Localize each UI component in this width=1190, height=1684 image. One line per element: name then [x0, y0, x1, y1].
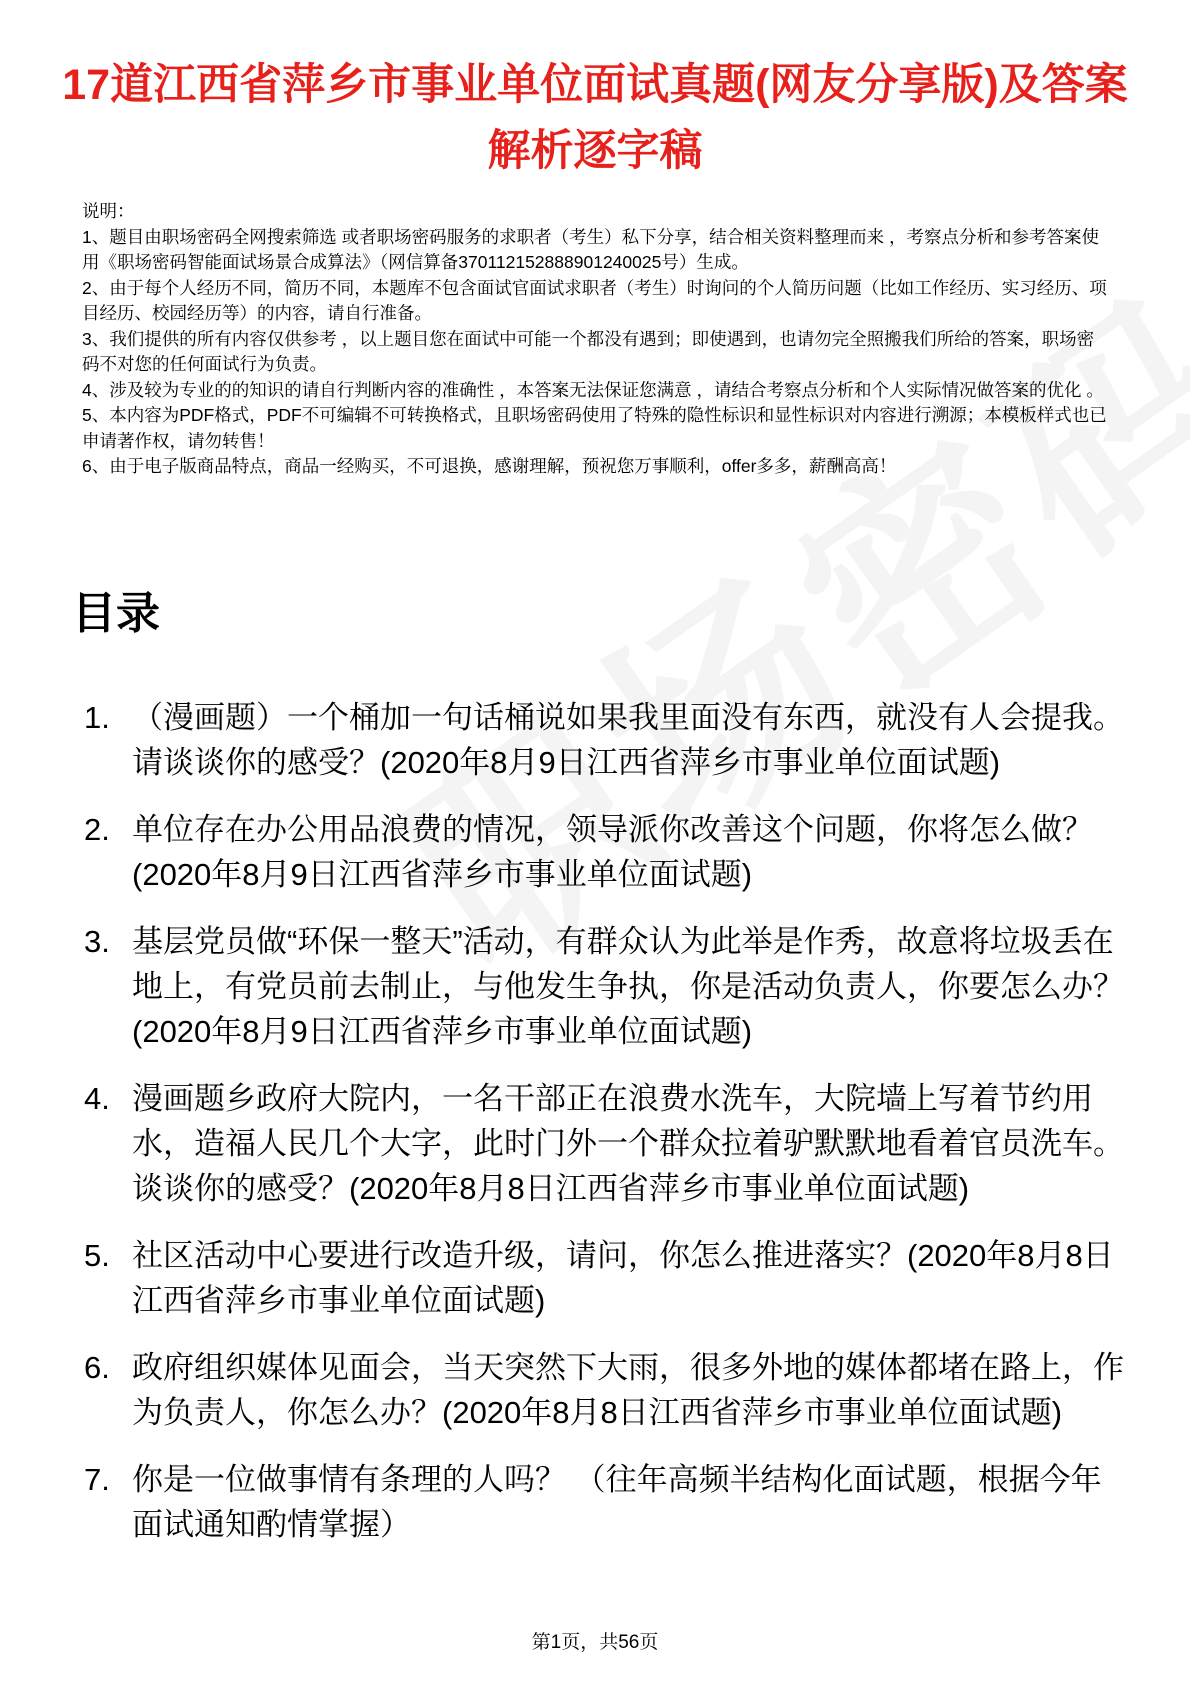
toc-item-text: 单位存在办公用品浪费的情况，领导派你改善这个问题，你将怎么做？(2020年8月9日江西省萍乡市事业单位面试题): [132, 812, 1093, 892]
notes-heading: 说明：: [82, 201, 135, 221]
toc-item[interactable]: [84, 919, 1124, 1054]
toc-item-text: 社区活动中心要进行改造升级，请问，你怎么推进落实？(2020年8月8日江西省萍乡市事业单位面试题): [132, 1238, 1114, 1318]
toc-item-text: 基层党员做“环保一整天”活动，有群众认为此举是作秀，故意将垃圾丢在地上，有党员前去制止，与他发生争执，你是活动负责人，你要怎么办？(2020年8月9日江西省萍乡市事业单位面试题): [132, 924, 1124, 1049]
toc-item-number: 5.: [84, 1238, 110, 1273]
toc-item-number: 3.: [84, 924, 110, 959]
note-item: 5、本内容为PDF格式，PDF不可编辑不可转换格式，且职场密码使用了特殊的隐性标识和显性标识对内容进行溯源；本模板样式也已申请著作权，请勿转售！: [82, 405, 1107, 451]
toc-item-number: 6.: [84, 1350, 110, 1385]
toc-item[interactable]: [84, 1076, 1124, 1211]
document-title: 17道江西省萍乡市事业单位面试真题(网友分享版)及答案解析逐字稿: [62, 61, 1128, 175]
toc-list: [84, 695, 1124, 1569]
toc-item[interactable]: [84, 1233, 1124, 1323]
toc-item-text: 漫画题乡政府大院内，一名干部正在浪费水洗车，大院墙上写着节约用水，造福人民几个大字，此时门外一个群众拉着驴默默地看着官员洗车。谈谈你的感受？(2020年8月8日江西省萍乡市事业单位面试题): [132, 1081, 1124, 1206]
note-item: 1、题目由职场密码全网搜索筛选 或者职场密码服务的求职者（考生）私下分享，结合相关资料整理而来 ，考察点分析和参考答案使用《职场密码智能面试场景合成算法》（网信算备370112152888901240025号）生成。: [82, 226, 1099, 272]
toc-item[interactable]: [84, 1457, 1124, 1547]
toc-heading: 目录: [72, 589, 160, 638]
toc-item[interactable]: [84, 807, 1124, 897]
note-item: 2、由于每个人经历不同，简历不同，本题库不包含面试官面试求职者（考生）时询问的个人简历问题（比如工作经历、实习经历、项目经历、校园经历等）的内容，请自行准备。: [82, 277, 1107, 323]
toc-item-number: 2.: [84, 812, 110, 847]
toc-item-text: 你是一位做事情有条理的人吗？ （往年高频半结构化面试题，根据今年面试通知酌情掌握）: [132, 1462, 1102, 1542]
toc-item[interactable]: [84, 1345, 1124, 1435]
note-item: 4、涉及较为专业的的知识的请自行判断内容的准确性 ，本答案无法保证您满意 ，请结合考察点分析和个人实际情况做答案的优化 。: [82, 379, 1104, 400]
notes-section: [82, 199, 1107, 480]
toc-item-number: 4.: [84, 1081, 110, 1116]
toc-item-text: （漫画题）一个桶加一句话桶说如果我里面没有东西，就没有人会提我。请谈谈你的感受？(2020年8月9日江西省萍乡市事业单位面试题): [132, 700, 1124, 780]
toc-item-number: 7.: [84, 1462, 110, 1497]
toc-item[interactable]: [84, 695, 1124, 785]
toc-item-text: 政府组织媒体见面会，当天突然下大雨，很多外地的媒体都堵在路上，作为负责人，你怎么办？(2020年8月8日江西省萍乡市事业单位面试题): [132, 1350, 1124, 1430]
page-number: 第1页，共56页: [531, 1632, 659, 1653]
note-item: 3、我们提供的所有内容仅供参考 ，以上题目您在面试中可能一个都没有遇到；即使遇到，也请勿完全照搬我们所给的答案，职场密码不对您的任何面试行为负责。: [82, 328, 1095, 374]
toc-item-number: 1.: [84, 700, 110, 735]
note-item: 6、由于电子版商品特点，商品一经购买，不可退换，感谢理解，预祝您万事顺利，offer多多，薪酬高高！: [82, 456, 897, 476]
